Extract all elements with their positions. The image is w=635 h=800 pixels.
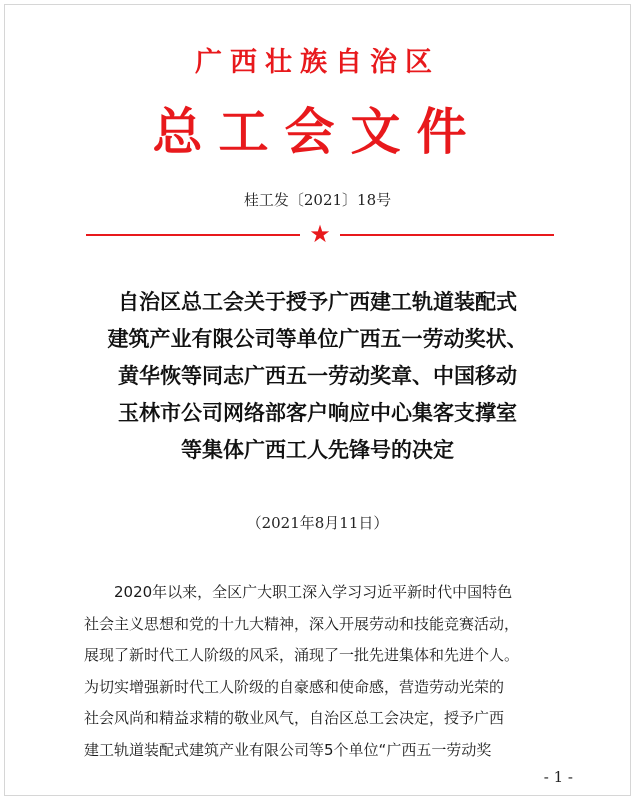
body-line: 社会风尚和精益求精的敬业风气，自治区总工会决定，授予广西 — [84, 709, 505, 727]
body-line: 2020年以来，全区广大职工深入学习习近平新时代中国特色 — [114, 583, 513, 601]
page-number: - 1 - — [543, 768, 573, 786]
divider-line-left — [86, 234, 300, 236]
decision-date: （2021年8月11日） — [246, 514, 389, 532]
title-line: 建筑产业有限公司等单位广西五一劳动奖状、 — [107, 326, 528, 351]
red-divider — [86, 220, 554, 248]
body-line: 展现了新时代工人阶级的风采，涌现了一批先进集体和先进个人。 — [84, 646, 520, 664]
title-line: 黄华恢等同志广西五一劳动奖章、中国移动 — [118, 363, 517, 388]
document-number: 桂工发〔2021〕18号 — [243, 191, 392, 209]
star-icon: ★ — [309, 220, 331, 248]
body-line: 建工轨道装配式建筑产业有限公司等5个单位“广西五一劳动奖 — [84, 740, 492, 759]
title-line: 自治区总工会关于授予广西建工轨道装配式 — [118, 289, 517, 314]
body-paragraph — [84, 577, 560, 766]
body-line: 社会主义思想和党的十九大精神，深入开展劳动和技能竞赛活动， — [84, 614, 520, 633]
document-title — [40, 283, 595, 468]
divider-line-right — [340, 234, 554, 236]
title-line: 等集体广西工人先锋号的决定 — [181, 437, 454, 462]
document-type-heading: 总工会文件 — [152, 102, 483, 161]
title-line: 玉林市公司网络部客户响应中心集客支撑室 — [118, 400, 517, 425]
body-line: 为切实增强新时代工人阶级的自豪感和使命感，营造劳动光荣的 — [84, 677, 505, 696]
issuing-organization: 广西壮族自治区 — [195, 47, 440, 78]
